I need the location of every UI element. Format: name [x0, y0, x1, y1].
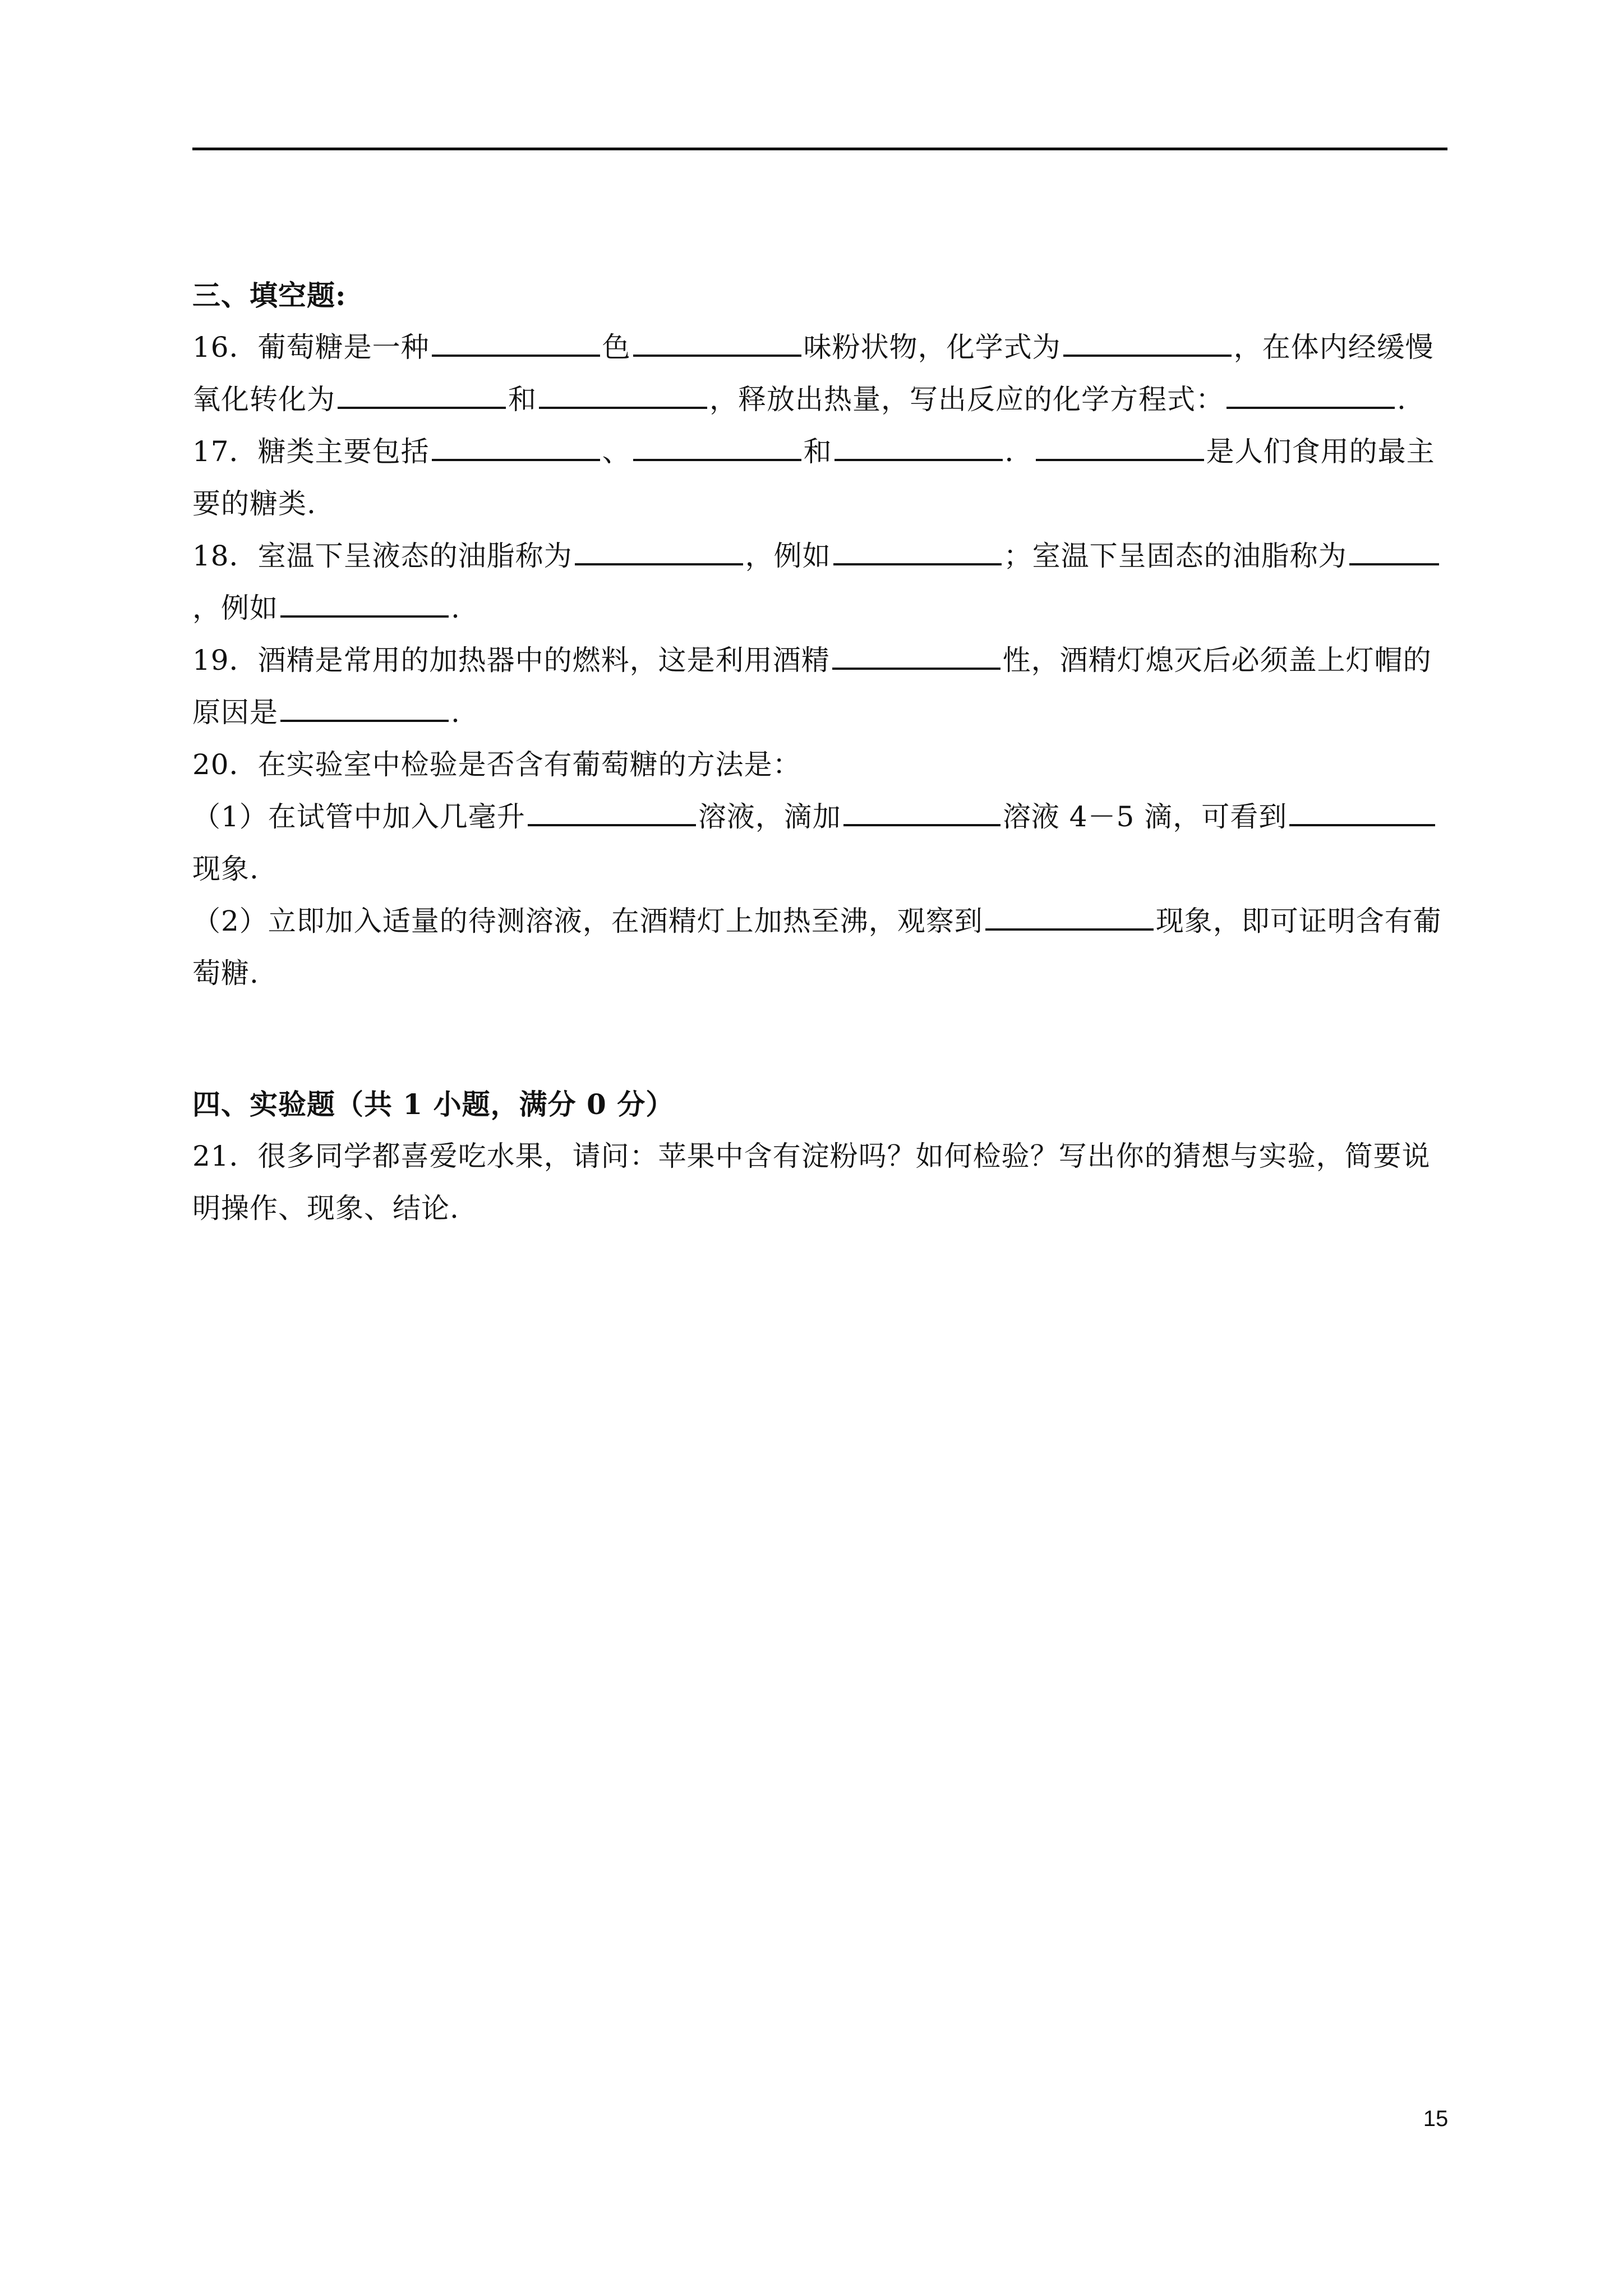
question-16-line-1: 16．葡萄糖是一种 色 味粉状物，化学式为 ，在体内经缓慢 [192, 321, 1449, 374]
answer-blank[interactable] [575, 538, 743, 565]
answer-blank[interactable] [539, 381, 707, 409]
answer-blank[interactable] [633, 434, 801, 461]
answer-blank[interactable] [1349, 538, 1439, 565]
answer-blank[interactable] [528, 799, 696, 826]
section-title-experiment: 四、实验题（共 1 小题，满分 0 分） [192, 1088, 675, 1121]
question-17-line-1: 17．糖类主要包括 、 和 ． 是人们食用的最主 [192, 426, 1449, 478]
question-19-line-2: 原因是 . [192, 687, 1449, 739]
answer-blank[interactable] [1289, 799, 1435, 826]
answer-blank[interactable] [985, 903, 1154, 931]
answer-blank[interactable] [1036, 434, 1204, 461]
question-20-step-2-line-2: 萄糖. [192, 957, 259, 990]
question-18-line-2: ，例如 . [192, 582, 1449, 634]
question-20-intro: 20．在实验室中检验是否含有葡萄糖的方法是： [192, 748, 801, 781]
document-body [192, 269, 1449, 1235]
question-17-line-2: 要的糖类. [192, 487, 316, 520]
question-20-step-1-line-2: 现象. [192, 853, 259, 885]
question-20-step-2-line-1: （2）立即加入适量的待测溶液，在酒精灯上加热至沸，观察到 现象，即可证明含有葡 [192, 895, 1449, 947]
question-18-line-1: 18．室温下呈液态的油脂称为 ，例如 ；室温下呈固态的油脂称为 [192, 530, 1449, 582]
answer-blank[interactable] [1063, 329, 1232, 357]
answer-blank[interactable] [432, 329, 600, 357]
answer-blank[interactable] [843, 799, 1000, 826]
answer-blank[interactable] [834, 434, 1003, 461]
section-title-fill-in: 三、填空题: [192, 279, 347, 312]
answer-blank[interactable] [1227, 381, 1395, 409]
page-number: 15 [1423, 2106, 1449, 2131]
answer-blank[interactable] [832, 642, 1000, 670]
question-21-line-2: 明操作、现象、结论. [192, 1192, 459, 1225]
question-20-step-1-line-1: （1）在试管中加入几毫升 溶液，滴加 溶液 4－5 滴，可看到 [192, 791, 1449, 843]
answer-blank[interactable] [833, 538, 1002, 565]
answer-blank[interactable] [338, 381, 506, 409]
question-16-line-2: 氧化转化为 和 ，释放出热量，写出反应的化学方程式： . [192, 374, 1449, 426]
answer-blank[interactable] [633, 329, 801, 357]
answer-blank[interactable] [432, 434, 600, 461]
answer-blank[interactable] [280, 694, 449, 722]
question-19-line-1: 19．酒精是常用的加热器中的燃料，这是利用酒精 性，酒精灯熄灭后必须盖上灯帽的 [192, 634, 1449, 687]
answer-blank[interactable] [280, 590, 449, 618]
header-rule [192, 148, 1447, 150]
question-21-line-1: 21．很多同学都喜爱吃水果，请问：苹果中含有淀粉吗？如何检验？写出你的猜想与实验，简要说 [192, 1140, 1431, 1172]
